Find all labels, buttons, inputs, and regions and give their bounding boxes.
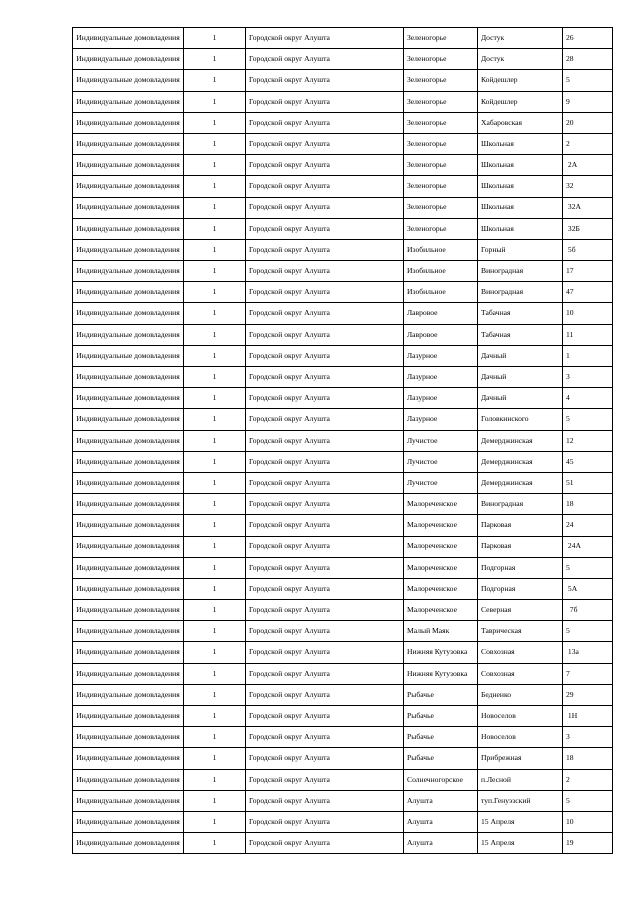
cell-district: Городской округ Алушта <box>246 49 404 70</box>
table-row <box>73 621 613 642</box>
cell-street: Табачная <box>478 324 563 345</box>
cell-house-number: 13а <box>563 642 613 663</box>
cell-building-type: Индивидуальные домовладения <box>73 176 184 197</box>
cell-street: Парковая <box>478 515 563 536</box>
cell-street: Демерджинская <box>478 430 563 451</box>
cell-locality: Лавровое <box>404 324 478 345</box>
cell-building-type: Индивидуальные домовладения <box>73 621 184 642</box>
cell-district: Городской округ Алушта <box>246 303 404 324</box>
cell-building-type: Индивидуальные домовладения <box>73 409 184 430</box>
cell-building-type: Индивидуальные домовладения <box>73 28 184 49</box>
cell-count: 1 <box>184 409 246 430</box>
cell-locality: Зеленогорье <box>404 133 478 154</box>
table-row <box>73 345 613 366</box>
cell-house-number: 10 <box>563 811 613 832</box>
cell-locality: Солнечногорское <box>404 769 478 790</box>
cell-locality: Зеленогорье <box>404 91 478 112</box>
cell-district: Городской округ Алушта <box>246 239 404 260</box>
table-row <box>73 684 613 705</box>
cell-count: 1 <box>184 769 246 790</box>
table-row <box>73 282 613 303</box>
address-table <box>72 27 613 854</box>
cell-house-number: 1Н <box>563 706 613 727</box>
cell-street: Прибрежная <box>478 748 563 769</box>
cell-locality: Зеленогорье <box>404 49 478 70</box>
cell-house-number: 32 <box>563 176 613 197</box>
cell-locality: Лазурное <box>404 367 478 388</box>
cell-district: Городской округ Алушта <box>246 324 404 345</box>
cell-building-type: Индивидуальные домовладения <box>73 578 184 599</box>
cell-building-type: Индивидуальные домовладения <box>73 49 184 70</box>
cell-street: Совхозная <box>478 642 563 663</box>
cell-district: Городской округ Алушта <box>246 769 404 790</box>
cell-street: Новоселов <box>478 727 563 748</box>
cell-street: Демерджинская <box>478 451 563 472</box>
cell-house-number: 11 <box>563 324 613 345</box>
cell-street: Виноградная <box>478 494 563 515</box>
cell-house-number: 3 <box>563 367 613 388</box>
cell-street: Школьная <box>478 218 563 239</box>
cell-district: Городской округ Алушта <box>246 663 404 684</box>
cell-house-number: 32Б <box>563 218 613 239</box>
cell-count: 1 <box>184 494 246 515</box>
cell-street: 15 Апреля <box>478 833 563 854</box>
cell-district: Городской округ Алушта <box>246 600 404 621</box>
cell-house-number: 5б <box>563 239 613 260</box>
cell-building-type: Индивидуальные домовладения <box>73 748 184 769</box>
cell-building-type: Индивидуальные домовладения <box>73 367 184 388</box>
cell-street: п.Лесной <box>478 769 563 790</box>
cell-building-type: Индивидуальные домовладения <box>73 833 184 854</box>
cell-house-number: 5 <box>563 790 613 811</box>
cell-building-type: Индивидуальные домовладения <box>73 557 184 578</box>
cell-locality: Изобильное <box>404 282 478 303</box>
cell-street: Виноградная <box>478 261 563 282</box>
cell-district: Городской округ Алушта <box>246 345 404 366</box>
cell-count: 1 <box>184 176 246 197</box>
cell-street: Виноградная <box>478 282 563 303</box>
cell-locality: Лавровое <box>404 303 478 324</box>
cell-building-type: Индивидуальные домовладения <box>73 430 184 451</box>
cell-house-number: 18 <box>563 494 613 515</box>
cell-locality: Алушта <box>404 790 478 811</box>
table-row <box>73 133 613 154</box>
cell-street: Парковая <box>478 536 563 557</box>
cell-count: 1 <box>184 70 246 91</box>
cell-building-type: Индивидуальные домовладения <box>73 684 184 705</box>
cell-count: 1 <box>184 600 246 621</box>
table-row <box>73 600 613 621</box>
cell-building-type: Индивидуальные домовладения <box>73 451 184 472</box>
cell-building-type: Индивидуальные домовладения <box>73 727 184 748</box>
cell-building-type: Индивидуальные домовладения <box>73 239 184 260</box>
cell-street: Достук <box>478 28 563 49</box>
cell-street: Дачный <box>478 345 563 366</box>
cell-house-number: 12 <box>563 430 613 451</box>
cell-building-type: Индивидуальные домовладения <box>73 218 184 239</box>
cell-locality: Алушта <box>404 833 478 854</box>
cell-locality: Лучистое <box>404 472 478 493</box>
table-row <box>73 790 613 811</box>
cell-house-number: 10 <box>563 303 613 324</box>
cell-count: 1 <box>184 811 246 832</box>
cell-house-number: 2 <box>563 769 613 790</box>
cell-house-number: 26 <box>563 28 613 49</box>
cell-building-type: Индивидуальные домовладения <box>73 282 184 303</box>
cell-house-number: 5 <box>563 70 613 91</box>
cell-district: Городской округ Алушта <box>246 388 404 409</box>
cell-street: Совхозная <box>478 663 563 684</box>
cell-district: Городской округ Алушта <box>246 642 404 663</box>
cell-district: Городской округ Алушта <box>246 536 404 557</box>
cell-locality: Рыбачье <box>404 727 478 748</box>
cell-locality: Нижняя Кутузовка <box>404 663 478 684</box>
cell-district: Городской округ Алушта <box>246 684 404 705</box>
cell-house-number: 32А <box>563 197 613 218</box>
cell-locality: Малореченское <box>404 515 478 536</box>
cell-count: 1 <box>184 367 246 388</box>
cell-building-type: Индивидуальные домовладения <box>73 642 184 663</box>
table-row <box>73 239 613 260</box>
cell-building-type: Индивидуальные домовладения <box>73 388 184 409</box>
cell-count: 1 <box>184 706 246 727</box>
cell-district: Городской округ Алушта <box>246 176 404 197</box>
table-row <box>73 303 613 324</box>
cell-street: 15 Апреля <box>478 811 563 832</box>
table-row <box>73 112 613 133</box>
cell-count: 1 <box>184 49 246 70</box>
cell-house-number: 9 <box>563 91 613 112</box>
cell-locality: Зеленогорье <box>404 112 478 133</box>
cell-building-type: Индивидуальные домовладения <box>73 663 184 684</box>
cell-count: 1 <box>184 239 246 260</box>
cell-district: Городской округ Алушта <box>246 451 404 472</box>
cell-district: Городской округ Алушта <box>246 727 404 748</box>
cell-street: Койдешлер <box>478 70 563 91</box>
cell-district: Городской округ Алушта <box>246 282 404 303</box>
cell-count: 1 <box>184 621 246 642</box>
cell-building-type: Индивидуальные домовладения <box>73 112 184 133</box>
table-row <box>73 430 613 451</box>
table-row <box>73 367 613 388</box>
cell-building-type: Индивидуальные домовладения <box>73 790 184 811</box>
cell-count: 1 <box>184 727 246 748</box>
cell-street: Демерджинская <box>478 472 563 493</box>
cell-locality: Зеленогорье <box>404 155 478 176</box>
cell-district: Городской округ Алушта <box>246 621 404 642</box>
cell-count: 1 <box>184 748 246 769</box>
cell-count: 1 <box>184 91 246 112</box>
table-row <box>73 472 613 493</box>
cell-count: 1 <box>184 112 246 133</box>
table-row <box>73 197 613 218</box>
cell-street: Дачный <box>478 367 563 388</box>
cell-street: Школьная <box>478 133 563 154</box>
cell-district: Городской округ Алушта <box>246 494 404 515</box>
cell-locality: Лазурное <box>404 409 478 430</box>
table-row <box>73 49 613 70</box>
cell-street: Хабаровская <box>478 112 563 133</box>
cell-locality: Рыбачье <box>404 706 478 727</box>
cell-locality: Зеленогорье <box>404 176 478 197</box>
table-row <box>73 324 613 345</box>
cell-district: Городской округ Алушта <box>246 367 404 388</box>
address-table-body <box>73 28 613 854</box>
cell-house-number: 1 <box>563 345 613 366</box>
cell-count: 1 <box>184 261 246 282</box>
cell-street: Таврическая <box>478 621 563 642</box>
cell-count: 1 <box>184 684 246 705</box>
cell-street: Школьная <box>478 176 563 197</box>
table-row <box>73 748 613 769</box>
table-row <box>73 494 613 515</box>
cell-street: Койдешлер <box>478 91 563 112</box>
cell-count: 1 <box>184 557 246 578</box>
cell-house-number: 45 <box>563 451 613 472</box>
cell-count: 1 <box>184 197 246 218</box>
cell-street: Головкинского <box>478 409 563 430</box>
cell-locality: Малореченское <box>404 536 478 557</box>
cell-street: Подгорная <box>478 578 563 599</box>
table-row <box>73 218 613 239</box>
cell-count: 1 <box>184 578 246 599</box>
cell-building-type: Индивидуальные домовладения <box>73 472 184 493</box>
cell-building-type: Индивидуальные домовладения <box>73 303 184 324</box>
cell-house-number: 20 <box>563 112 613 133</box>
cell-house-number: 5А <box>563 578 613 599</box>
cell-house-number: 28 <box>563 49 613 70</box>
cell-locality: Изобильное <box>404 261 478 282</box>
cell-house-number: 4 <box>563 388 613 409</box>
table-row <box>73 557 613 578</box>
cell-building-type: Индивидуальные домовладения <box>73 494 184 515</box>
cell-house-number: 5 <box>563 557 613 578</box>
cell-district: Городской округ Алушта <box>246 133 404 154</box>
cell-district: Городской округ Алушта <box>246 472 404 493</box>
cell-building-type: Индивидуальные домовладения <box>73 706 184 727</box>
table-row <box>73 769 613 790</box>
cell-locality: Малый Маяк <box>404 621 478 642</box>
cell-district: Городской округ Алушта <box>246 197 404 218</box>
table-row <box>73 833 613 854</box>
cell-building-type: Индивидуальные домовладения <box>73 197 184 218</box>
cell-count: 1 <box>184 430 246 451</box>
cell-district: Городской округ Алушта <box>246 112 404 133</box>
cell-building-type: Индивидуальные домовладения <box>73 769 184 790</box>
cell-building-type: Индивидуальные домовладения <box>73 345 184 366</box>
cell-house-number: 24А <box>563 536 613 557</box>
cell-house-number: 19 <box>563 833 613 854</box>
cell-street: Северная <box>478 600 563 621</box>
cell-building-type: Индивидуальные домовладения <box>73 515 184 536</box>
cell-house-number: 2 <box>563 133 613 154</box>
cell-count: 1 <box>184 133 246 154</box>
cell-count: 1 <box>184 642 246 663</box>
cell-house-number: 51 <box>563 472 613 493</box>
cell-building-type: Индивидуальные домовладения <box>73 155 184 176</box>
table-row <box>73 727 613 748</box>
cell-locality: Изобильное <box>404 239 478 260</box>
table-row <box>73 91 613 112</box>
cell-count: 1 <box>184 451 246 472</box>
cell-district: Городской округ Алушта <box>246 557 404 578</box>
cell-district: Городской округ Алушта <box>246 28 404 49</box>
cell-house-number: 5 <box>563 409 613 430</box>
cell-district: Городской округ Алушта <box>246 748 404 769</box>
cell-street: Новоселов <box>478 706 563 727</box>
cell-building-type: Индивидуальные домовладения <box>73 811 184 832</box>
cell-locality: Зеленогорье <box>404 28 478 49</box>
cell-house-number: 29 <box>563 684 613 705</box>
table-row <box>73 451 613 472</box>
cell-district: Городской округ Алушта <box>246 218 404 239</box>
cell-house-number: 7 <box>563 663 613 684</box>
cell-count: 1 <box>184 790 246 811</box>
cell-locality: Малореченское <box>404 600 478 621</box>
cell-locality: Малореченское <box>404 494 478 515</box>
cell-street: Дачный <box>478 388 563 409</box>
cell-building-type: Индивидуальные домовладения <box>73 600 184 621</box>
table-row <box>73 578 613 599</box>
cell-district: Городской округ Алушта <box>246 833 404 854</box>
table-row <box>73 811 613 832</box>
cell-count: 1 <box>184 536 246 557</box>
cell-count: 1 <box>184 345 246 366</box>
cell-locality: Нижняя Кутузовка <box>404 642 478 663</box>
table-row <box>73 388 613 409</box>
cell-building-type: Индивидуальные домовладения <box>73 91 184 112</box>
cell-count: 1 <box>184 218 246 239</box>
cell-count: 1 <box>184 282 246 303</box>
cell-district: Городской округ Алушта <box>246 706 404 727</box>
cell-street: Табачная <box>478 303 563 324</box>
cell-district: Городской округ Алушта <box>246 430 404 451</box>
cell-house-number: 24 <box>563 515 613 536</box>
cell-building-type: Индивидуальные домовладения <box>73 133 184 154</box>
cell-count: 1 <box>184 324 246 345</box>
table-row <box>73 70 613 91</box>
cell-house-number: 47 <box>563 282 613 303</box>
cell-district: Городской округ Алушта <box>246 70 404 91</box>
cell-building-type: Индивидуальные домовладения <box>73 70 184 91</box>
table-row <box>73 155 613 176</box>
cell-district: Городской округ Алушта <box>246 155 404 176</box>
cell-house-number: 17 <box>563 261 613 282</box>
cell-house-number: 18 <box>563 748 613 769</box>
cell-locality: Рыбачье <box>404 684 478 705</box>
table-row <box>73 536 613 557</box>
table-row <box>73 261 613 282</box>
cell-locality: Рыбачье <box>404 748 478 769</box>
cell-district: Городской округ Алушта <box>246 409 404 430</box>
cell-count: 1 <box>184 155 246 176</box>
cell-street: Горный <box>478 239 563 260</box>
cell-street: Бедненко <box>478 684 563 705</box>
cell-locality: Алушта <box>404 811 478 832</box>
cell-street: туп.Генуэзский <box>478 790 563 811</box>
cell-district: Городской округ Алушта <box>246 515 404 536</box>
cell-count: 1 <box>184 388 246 409</box>
table-row <box>73 706 613 727</box>
table-row <box>73 409 613 430</box>
cell-district: Городской округ Алушта <box>246 811 404 832</box>
cell-locality: Малореченское <box>404 578 478 599</box>
cell-house-number: 3 <box>563 727 613 748</box>
table-row <box>73 642 613 663</box>
cell-district: Городской округ Алушта <box>246 261 404 282</box>
table-row <box>73 28 613 49</box>
cell-count: 1 <box>184 28 246 49</box>
cell-house-number: 5 <box>563 621 613 642</box>
cell-count: 1 <box>184 663 246 684</box>
cell-locality: Малореченское <box>404 557 478 578</box>
cell-locality: Зеленогорье <box>404 70 478 91</box>
table-row <box>73 515 613 536</box>
table-row <box>73 176 613 197</box>
cell-district: Городской округ Алушта <box>246 790 404 811</box>
cell-building-type: Индивидуальные домовладения <box>73 324 184 345</box>
cell-locality: Лучистое <box>404 451 478 472</box>
cell-locality: Лазурное <box>404 345 478 366</box>
cell-count: 1 <box>184 472 246 493</box>
cell-locality: Зеленогорье <box>404 218 478 239</box>
cell-house-number: 7б <box>563 600 613 621</box>
cell-count: 1 <box>184 303 246 324</box>
cell-locality: Лазурное <box>404 388 478 409</box>
cell-locality: Лучистое <box>404 430 478 451</box>
cell-street: Школьная <box>478 197 563 218</box>
cell-count: 1 <box>184 833 246 854</box>
cell-building-type: Индивидуальные домовладения <box>73 261 184 282</box>
cell-street: Школьная <box>478 155 563 176</box>
cell-building-type: Индивидуальные домовладения <box>73 536 184 557</box>
cell-locality: Зеленогорье <box>404 197 478 218</box>
cell-street: Достук <box>478 49 563 70</box>
cell-street: Подгорная <box>478 557 563 578</box>
cell-count: 1 <box>184 515 246 536</box>
cell-house-number: 2А <box>563 155 613 176</box>
cell-district: Городской округ Алушта <box>246 91 404 112</box>
table-row <box>73 663 613 684</box>
cell-district: Городской округ Алушта <box>246 578 404 599</box>
